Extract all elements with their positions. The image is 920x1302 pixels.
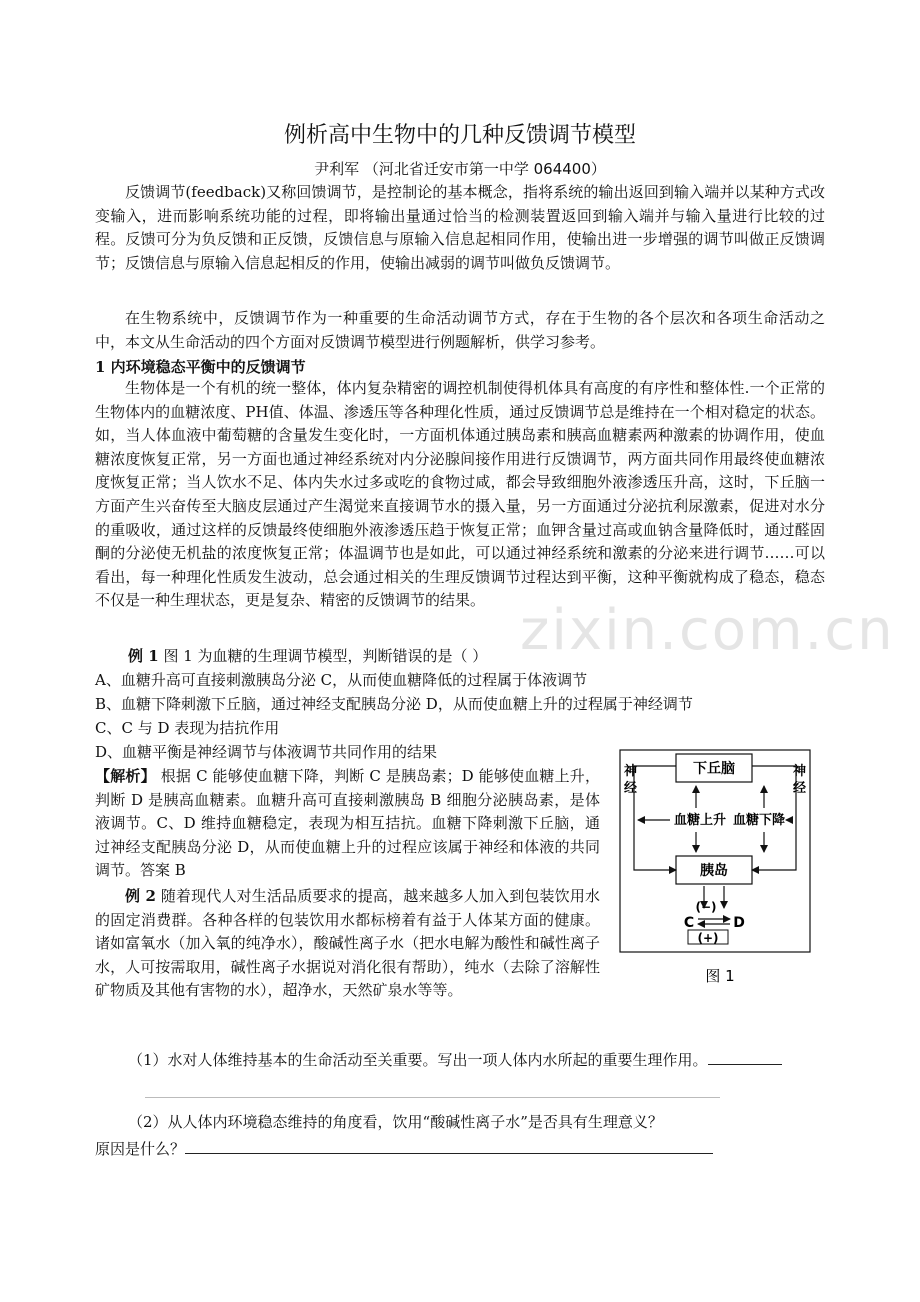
example-2-label: 例 2	[125, 887, 156, 905]
sugar-down-label: 血糖下降	[732, 813, 786, 828]
question-2: （2）从人体内环境稳态维持的角度看，饮用“酸碱性离子水”是否具有生理意义？	[128, 1113, 663, 1131]
c-label: C	[683, 915, 695, 931]
minus-label: (−)	[695, 900, 717, 914]
watermark: zixin.com.cn	[520, 598, 895, 663]
section-1-heading: 1 内环境稳态平衡中的反馈调节	[95, 358, 306, 376]
example-2-paragraph	[95, 885, 600, 1003]
figure-caption: 图 1	[705, 967, 735, 985]
nerve-right-char-2: 经	[793, 781, 807, 796]
answer-line-1	[145, 1097, 720, 1098]
example-2-text: 随着现代人对生活品质要求的提高，越来越多人加入到包装饮用水的固定消费群。各种各样的包装饮用水都标榜着有益于人体某方面的健康。诸如富氧水（加入氧的纯净水），酸碱性离子水（把水电解为酸性和碱性离子水，人可按需取用，碱性离子水据说对消化很有帮助），纯水（去除了溶解性矿物质及其他有害物的水），超净水，天然矿泉水等等。	[95, 887, 600, 1000]
example-1-question: 图 1 为血糖的生理调节模型，判断错误的是（ ）	[158, 647, 488, 665]
analysis-paragraph	[95, 765, 600, 883]
question-2-line-2	[95, 1138, 713, 1159]
nerve-left-char-1: 神	[624, 764, 638, 779]
nerve-left-path	[634, 766, 676, 870]
question-1	[128, 1049, 782, 1070]
answer-blank-1[interactable]	[708, 1063, 782, 1065]
example-1-stem	[128, 645, 487, 666]
option-a: A、血糖升高可直接刺激胰岛分泌 C，从而使血糖降低的过程属于体液调节	[95, 671, 588, 689]
hypothalamus-label: 下丘脑	[693, 761, 735, 777]
question-1-text: （1）水对人体维持基本的生命活动至关重要。写出一项人体内水所起的重要生理作用。	[128, 1051, 708, 1069]
intro-paragraph-1: 反馈调节(feedback)又称回馈调节，是控制论的基本概念，指将系统的输出返回到输入端并以某种方式改变输入，进而影响系统功能的过程，即将输出量通过恰当的检测装置返回到输入端并与输入量进行比较的过程。反馈可分为负反馈和正反馈，反馈信息与原输入信息起相同作用，使输出进一步增强的调节叫做正反馈调节；反馈信息与原输入信息起相反的作用，使输出减弱的调节叫做负反馈调节。	[95, 183, 825, 272]
analysis-label: 【解析】	[95, 767, 156, 785]
nerve-right-char-1: 神	[793, 764, 807, 779]
analysis-text: 根据 C 能够使血糖下降，判断 C 是胰岛素；D 能够使血糖上升，判断 D 是胰高血糖素。血糖升高可直接刺激胰岛 B 细胞分泌胰岛素，是体液调节。C、D 维持血糖稳定，表现为相互拮抗。血糖下降刺激下丘脑，通过神经支配胰岛分泌 D，从而使血糖上升的过程应该属于神经和体液的共同调节。答案 B	[95, 767, 600, 880]
article-title: 例析高中生物中的几种反馈调节模型	[283, 123, 636, 148]
answer-blank-2[interactable]	[185, 1152, 713, 1154]
option-c: C、C 与 D 表现为拮抗作用	[95, 719, 280, 737]
section-1-body: 生物体是一个有机的统一整体，体内复杂精密的调控机制使得机体具有高度的有序性和整体性.一个正常的生物体内的血糖浓度、PH值、体温、渗透压等各种理化性质，通过反馈调节总是维持在一个相对稳定的状态。如，当人体血液中葡萄糖的含量发生变化时，一方面机体通过胰岛素和胰高血糖素两种激素的协调作用，使血糖浓度恢复正常，另一方面也通过神经系统对内分泌腺间接作用进行反馈调节，两方面共同作用最终使血糖浓度恢复正常；当人饮水不足、体内失水过多或吃的食物过咸，都会导致细胞外液渗透压升高，这时，下丘脑一方面产生兴奋传至大脑皮层通过产生渴觉来直接调节水的摄入量，另一方面通过分泌抗利尿激素，促进对水分的重吸收，通过这样的反馈最终使细胞外液渗透压趋于恢复正常；血钾含量过高或血钠含量降低时，通过醛固酮的分泌使无机盐的浓度恢复正常；体温调节也是如此，可以通过神经系统和激素的分泌来进行调节……可以看出，每一种理化性质发生波动，总会通过相关的生理反馈调节过程达到平衡，这种平衡就构成了稳态，稳态不仅是一种生理状态，更是复杂、精密的反馈调节的结果。	[95, 379, 825, 610]
plus-label: (+)	[697, 931, 719, 945]
nerve-left-char-2: 经	[624, 781, 638, 796]
author-line: 尹利军 （河北省迁安市第一中学 064400）	[314, 160, 606, 178]
option-b: B、血糖下降刺激下丘脑，通过神经支配胰岛分泌 D，从而使血糖上升的过程属于神经调节	[95, 695, 693, 713]
blood-sugar-regulation-diagram	[614, 748, 816, 998]
intro-paragraph-2: 在生物系统中，反馈调节作为一种重要的生命活动调节方式，存在于生物的各个层次和各项生命活动之中，本文从生命活动的四个方面对反馈调节模型进行例题解析，供学习参考。	[95, 309, 825, 351]
question-2-prompt: 原因是什么？	[95, 1140, 186, 1158]
islet-label: 胰岛	[700, 863, 728, 879]
d-label: D	[733, 915, 745, 931]
sugar-up-label: 血糖上升	[673, 813, 727, 828]
example-1-label: 例 1	[128, 647, 159, 665]
option-d: D、血糖平衡是神经调节与体液调节共同作用的结果	[95, 743, 438, 761]
